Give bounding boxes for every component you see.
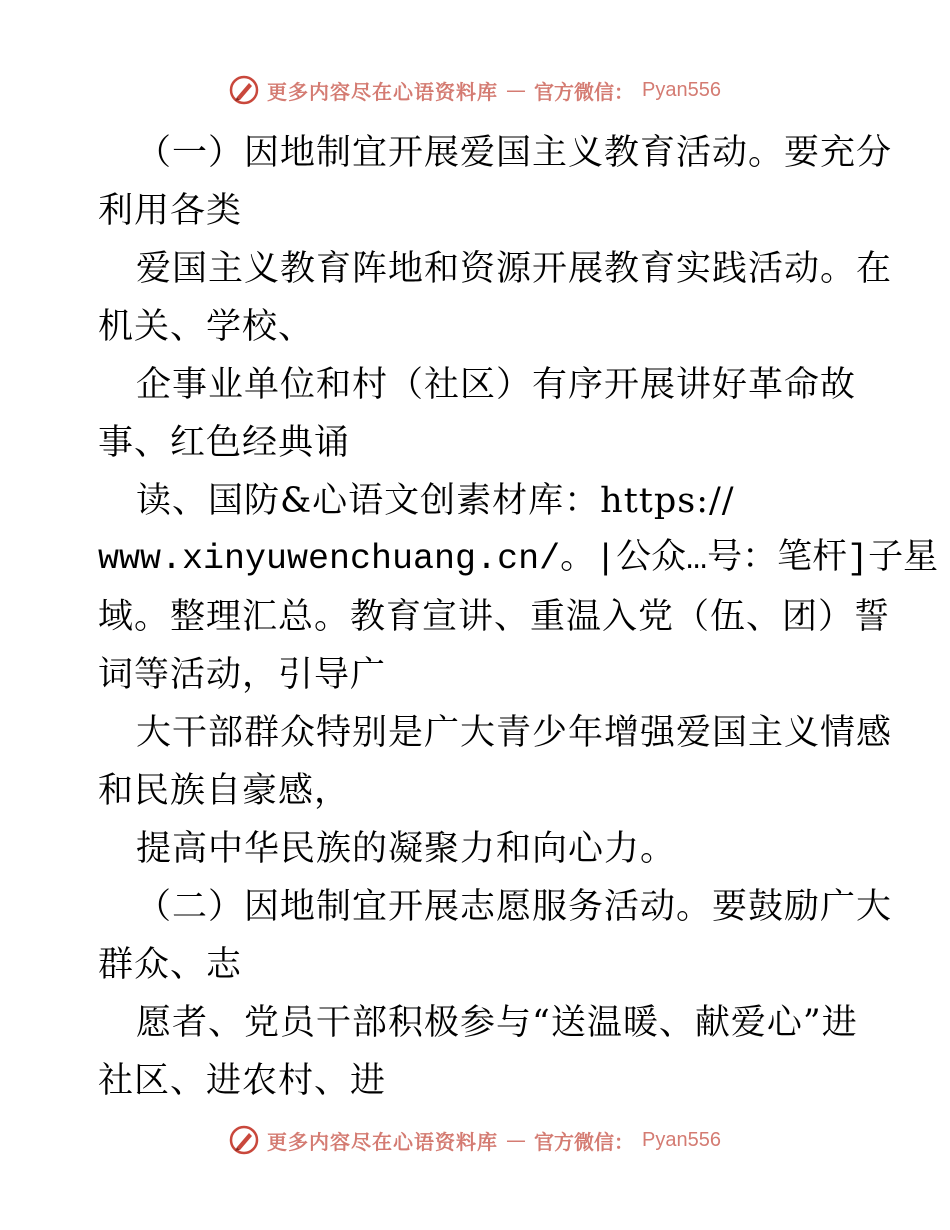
- document-body: [98, 124, 939, 1110]
- text-line: 机关、学校、: [98, 307, 315, 347]
- watermark-brand: 更多内容尽在心语资料库: [267, 1129, 499, 1154]
- text-line: 事、红色经典诵: [98, 423, 351, 463]
- text-line: 社区、进农村、进: [98, 1061, 387, 1101]
- text-line: （一）因地制宜开展爱国主义教育活动。要充分: [136, 133, 893, 173]
- watermark-account: Pyan556: [642, 78, 721, 101]
- watermark-inner: [229, 75, 721, 105]
- watermark-label: 官方微信：: [534, 1129, 635, 1154]
- text-line: 提高中华民族的凝聚力和向心力。: [136, 829, 677, 869]
- text-line: 爱国主义教育阵地和资源开展教育实践活动。在: [136, 249, 893, 289]
- text-line: 愿者、党员干部积极参与“送温暖、献爱心”进: [136, 1003, 858, 1043]
- text-line: 词等活动，引导广: [98, 655, 387, 695]
- text-line-url: www.xinyuwenchuang.cn/。|公众…号：笔杆]子星: [98, 539, 939, 579]
- text-line: 利用各类: [98, 191, 243, 231]
- watermark-account: Pyan556: [642, 1128, 721, 1151]
- text-line: 群众、志: [98, 945, 243, 985]
- header-watermark: [0, 70, 950, 110]
- pen-logo-icon: [229, 1125, 259, 1155]
- pen-logo-icon: [229, 75, 259, 105]
- text-line: （二）因地制宜开展志愿服务活动。要鼓励广大: [136, 887, 893, 927]
- watermark-brand: 更多内容尽在心语资料库: [267, 79, 499, 104]
- text-line: 和民族自豪感，: [98, 771, 351, 811]
- text-line: 域。整理汇总。教育宣讲、重温入党（伍、团）誓: [98, 597, 891, 637]
- watermark-inner: [229, 1125, 721, 1155]
- text-line: 读、国防&心语文创素材库：https://: [136, 481, 735, 521]
- footer-watermark: [0, 1120, 950, 1160]
- text-line: 大干部群众特别是广大青少年增强爱国主义情感: [136, 713, 893, 753]
- watermark-separator: —: [506, 1128, 527, 1152]
- watermark-separator: —: [506, 78, 527, 102]
- text-line: 企事业单位和村（社区）有序开展讲好革命故: [136, 365, 857, 405]
- watermark-label: 官方微信：: [534, 79, 635, 104]
